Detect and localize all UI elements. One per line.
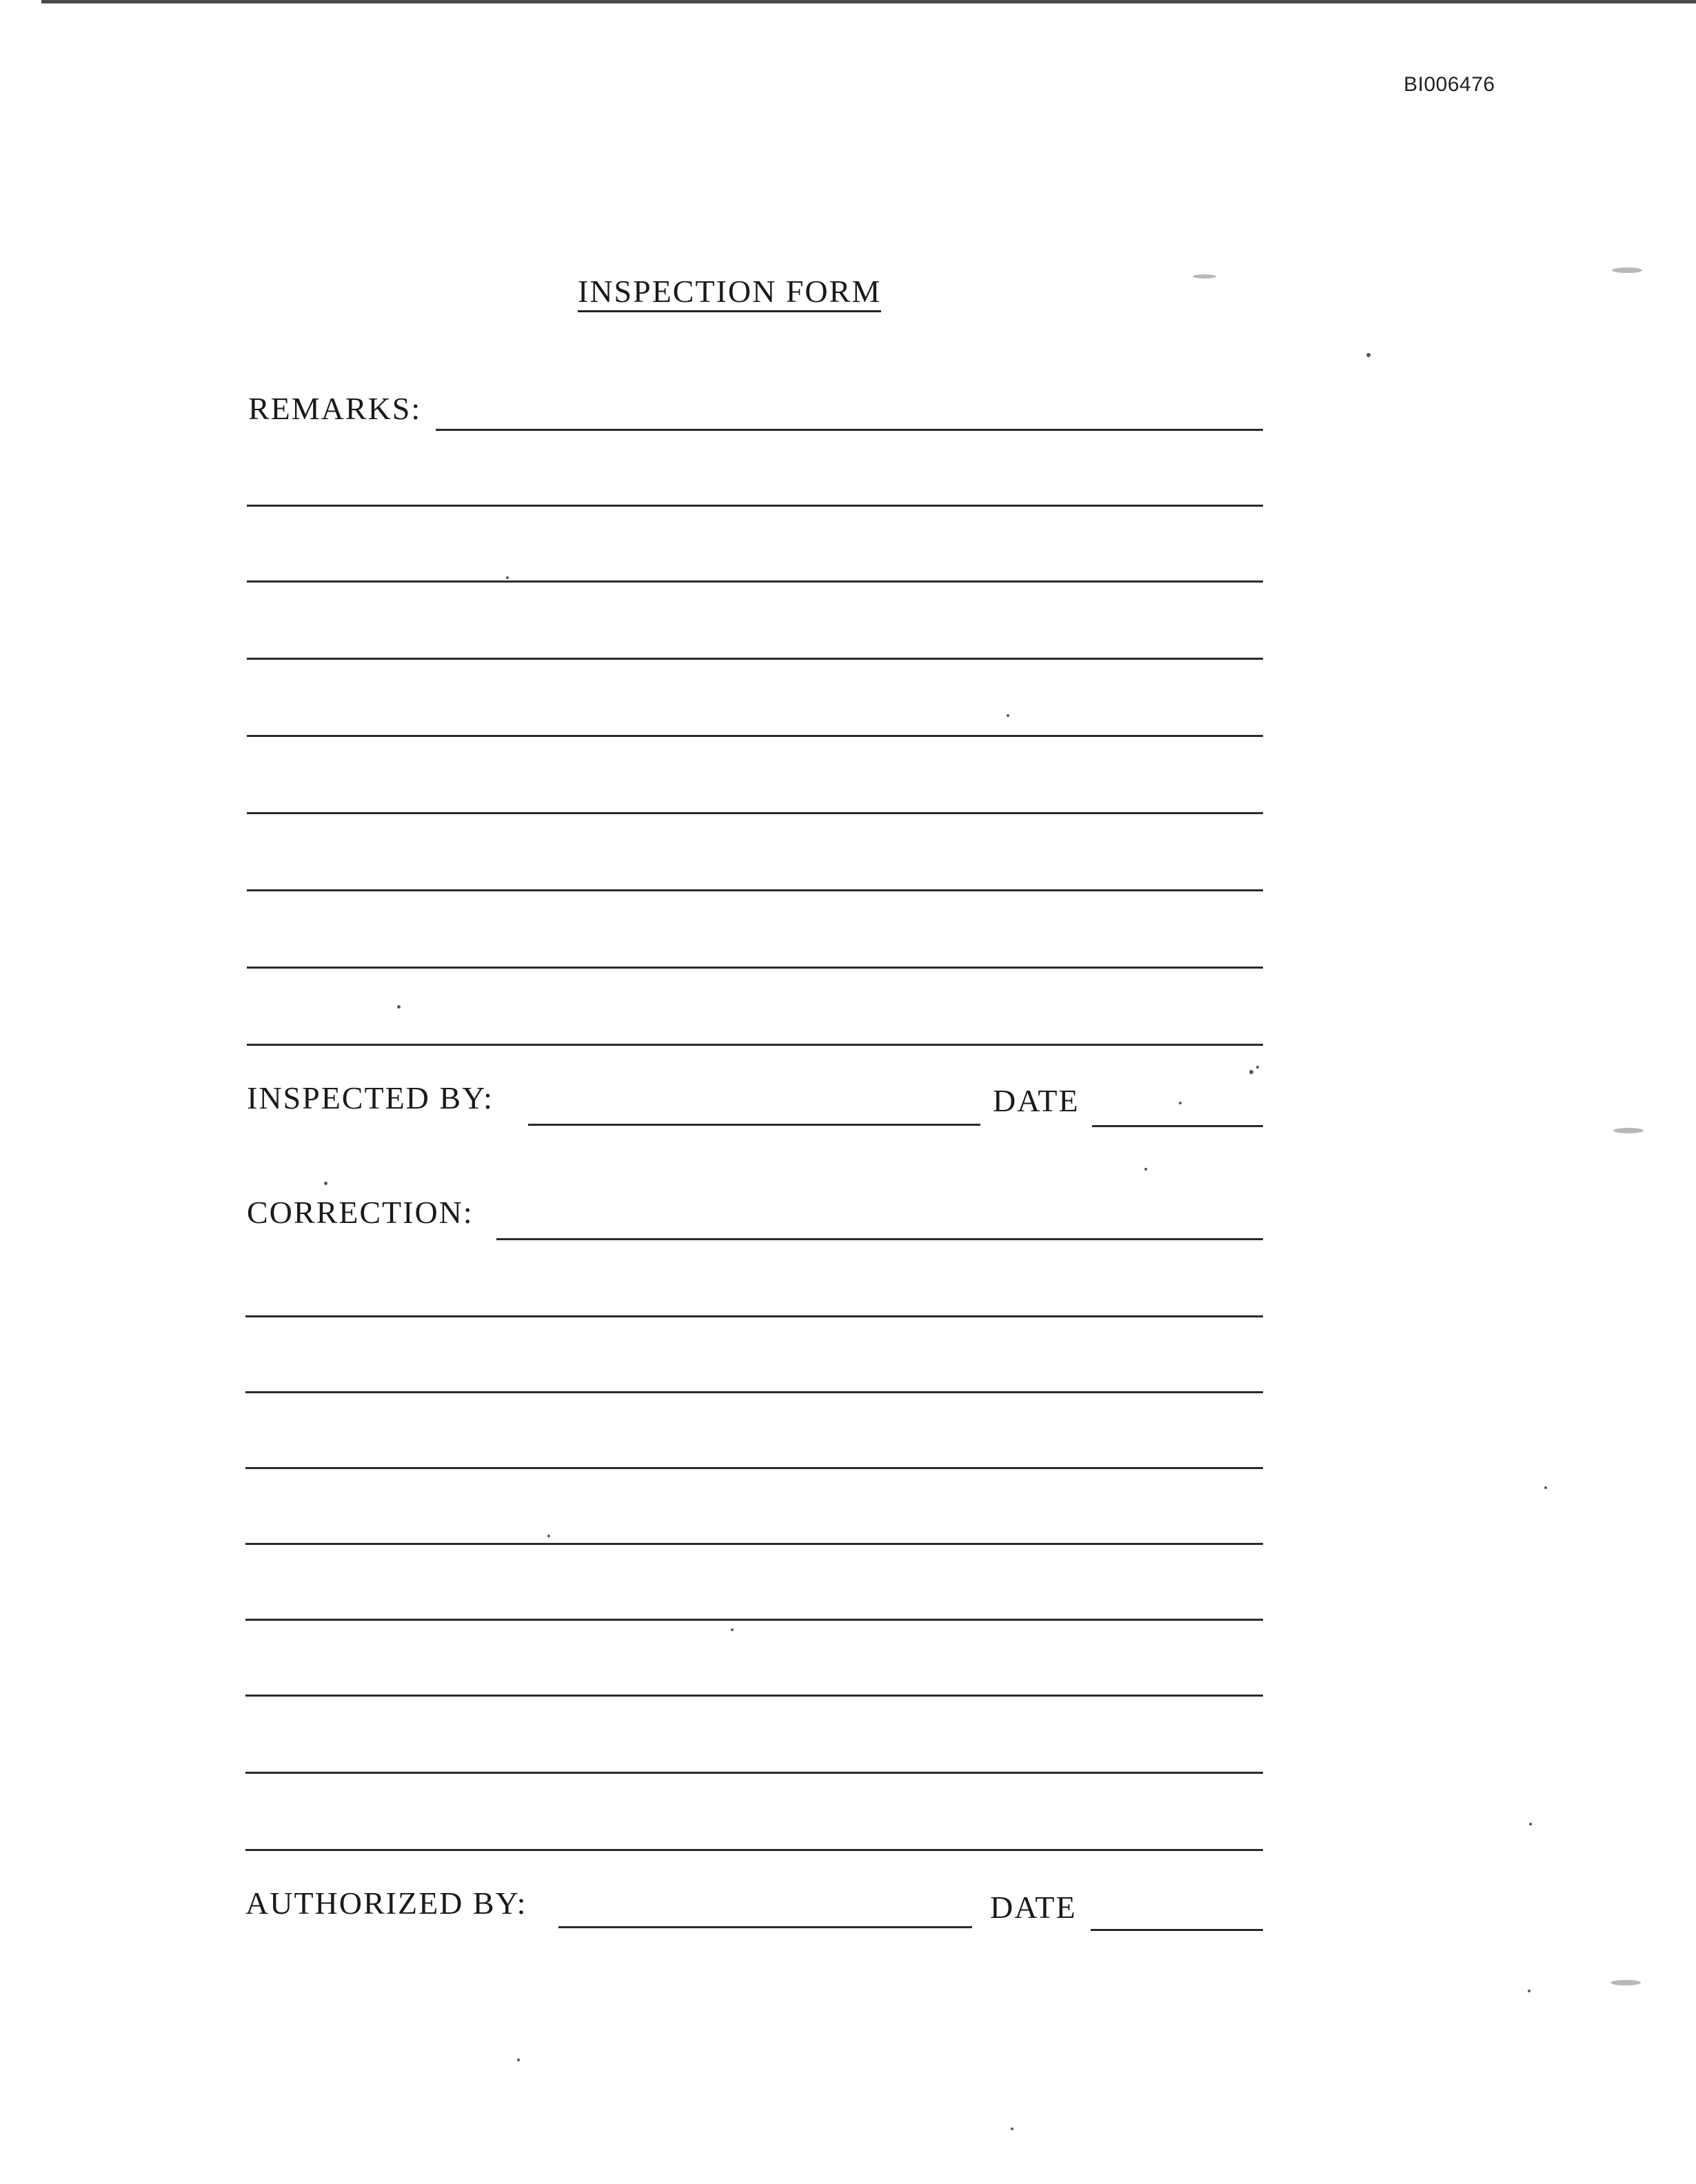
inspected-date-label: DATE	[993, 1083, 1080, 1118]
correction-line[interactable]	[245, 1543, 1263, 1545]
authorized-by-label: AUTHORIZED BY:	[245, 1885, 527, 1921]
remarks-line[interactable]	[247, 735, 1263, 737]
correction-line[interactable]	[245, 1695, 1263, 1697]
correction-line[interactable]	[245, 1849, 1263, 1851]
remarks-line[interactable]	[247, 658, 1263, 660]
scan-speck	[397, 1005, 401, 1009]
correction-line[interactable]	[245, 1619, 1263, 1621]
scan-mark	[1613, 1128, 1644, 1133]
correction-line[interactable]	[496, 1238, 1263, 1240]
scan-speck	[1007, 714, 1009, 717]
scan-speck	[731, 1628, 734, 1631]
form-title: INSPECTION FORM	[578, 274, 881, 312]
correction-line[interactable]	[245, 1772, 1263, 1774]
remarks-line[interactable]	[436, 429, 1263, 431]
scan-speck	[547, 1535, 550, 1537]
remarks-line[interactable]	[247, 889, 1263, 891]
scan-speck	[506, 576, 509, 579]
remarks-line[interactable]	[247, 505, 1263, 507]
bates-number: BI006476	[1404, 73, 1495, 96]
scan-speck	[1544, 1486, 1547, 1489]
scan-speck	[1179, 1102, 1182, 1104]
scan-speck	[1366, 353, 1371, 357]
remarks-line[interactable]	[247, 967, 1263, 969]
correction-label: CORRECTION:	[247, 1195, 474, 1230]
remarks-label: REMARKS:	[248, 391, 422, 426]
authorized-by-line[interactable]	[558, 1926, 972, 1928]
scan-speck	[1011, 2127, 1013, 2130]
correction-line[interactable]	[245, 1315, 1263, 1317]
remarks-line[interactable]	[247, 580, 1263, 583]
scan-speck	[517, 2059, 520, 2061]
authorized-date-label: DATE	[990, 1890, 1077, 1925]
scan-speck	[1528, 1990, 1531, 1992]
scan-top-edge	[41, 0, 1696, 3]
inspected-date-line[interactable]	[1092, 1125, 1263, 1127]
correction-line[interactable]	[245, 1391, 1263, 1393]
inspected-by-label: INSPECTED BY:	[247, 1080, 494, 1115]
inspected-by-line[interactable]	[528, 1124, 980, 1126]
scan-speck	[1144, 1168, 1147, 1171]
scan-speck	[324, 1182, 327, 1185]
remarks-line[interactable]	[247, 1044, 1263, 1046]
correction-line[interactable]	[245, 1467, 1263, 1469]
scan-speck	[1529, 1823, 1532, 1826]
scan-speck	[1256, 1066, 1259, 1069]
authorized-date-line[interactable]	[1091, 1929, 1263, 1931]
scan-speck	[1249, 1070, 1253, 1074]
scan-mark	[1611, 1980, 1641, 1985]
scan-mark	[1612, 267, 1642, 273]
remarks-line[interactable]	[247, 812, 1263, 814]
scan-mark	[1193, 274, 1216, 279]
